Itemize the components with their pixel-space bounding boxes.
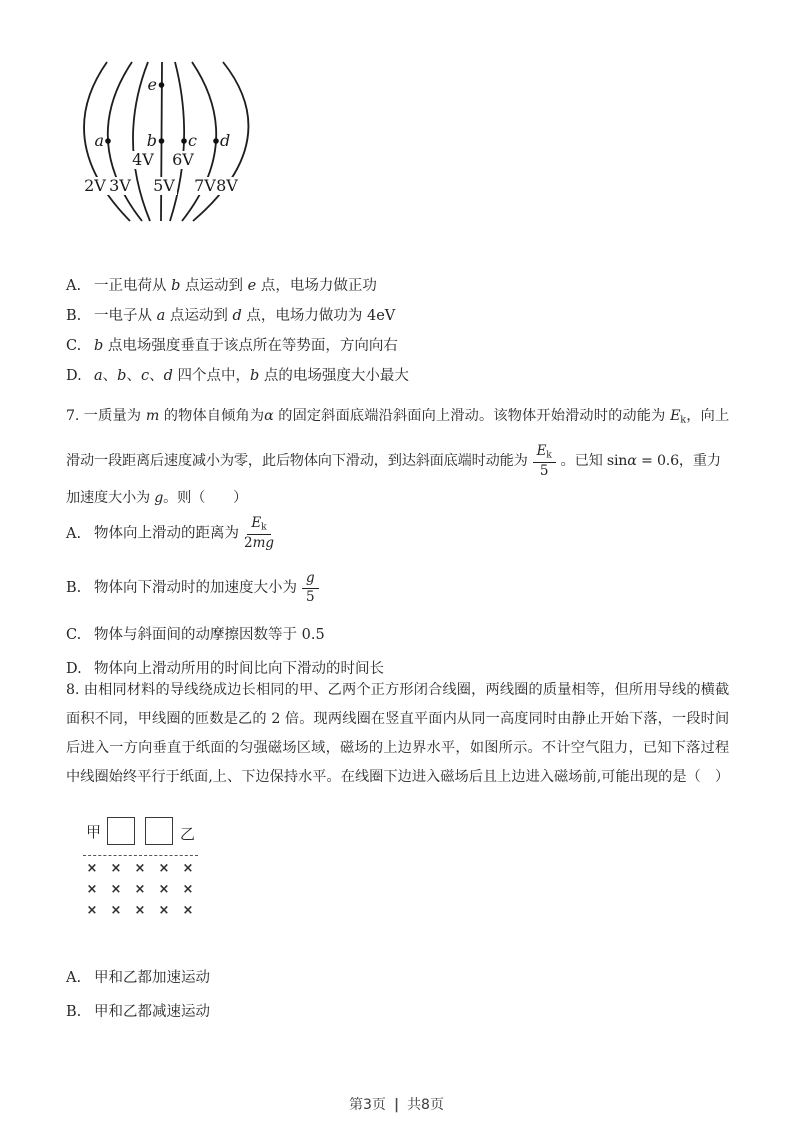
option-label: C.: [66, 627, 82, 643]
option-text: 甲和乙都减速运动: [94, 1004, 210, 1020]
point-label-c: c: [188, 131, 197, 150]
q8-stem-line-2: 面积不同，甲线圈的匝数是乙的 2 倍。现两线圈在竖直平面内从同一高度同时由静止开始下落，一段时间: [66, 711, 729, 727]
q6-option-a: [66, 271, 729, 301]
option-text: 一正电荷从 b 点运动到 e 点，电场力做正功: [94, 278, 377, 294]
q8-stem-line-1: 8. 由相同材料的导线绕成边长相同的甲、乙两个正方形闭合线圈，两线圈的质量相等，但所用导线的横截: [66, 682, 729, 698]
volt-label-2v: 2V: [84, 176, 106, 195]
option-label: A.: [66, 278, 82, 294]
coil-yi-label: 乙: [180, 825, 196, 843]
option-label: C.: [66, 338, 82, 354]
option-label: B.: [66, 580, 82, 596]
fraction: $\frac{E_k}{2mg}$: [244, 515, 275, 552]
point-label-e: e: [147, 75, 157, 94]
q8-option-b: [66, 999, 729, 1025]
q7-options: [66, 514, 729, 684]
volt-label-4v: 4V: [132, 150, 154, 169]
option-text: 物体与斜面间的动摩擦因数等于 0.5: [94, 627, 325, 643]
field-cross-icon: ×: [86, 861, 98, 876]
total-pages: 共8页: [407, 1097, 444, 1113]
option-text: 物体向上滑动所用的时间比向下滑动的时间长: [94, 661, 384, 677]
coil-jia-label: 甲: [86, 823, 102, 841]
q8-options: [66, 965, 729, 1025]
option-text: 一电子从 a 点运动到 d 点，电场力做功为 4eV: [94, 308, 396, 324]
option-text: b 点电场强度垂直于该点所在等势面，方向向右: [94, 338, 398, 354]
q7-option-b: [66, 568, 729, 608]
field-cross-icon: ×: [134, 903, 146, 918]
field-cross-icon: ×: [110, 903, 122, 918]
fraction: $\frac{g}{5}$: [302, 571, 319, 605]
option-label: D.: [66, 368, 82, 384]
field-cross-icon: ×: [134, 861, 146, 876]
volt-label-6v: 6V: [172, 150, 194, 169]
q6-option-b: [66, 301, 729, 331]
coil-yi-square: [145, 817, 173, 845]
fraction: $\frac{E_k}{5}$: [533, 444, 556, 479]
q8-stem-line-3: 后进入一方向垂直于纸面的匀强磁场区域，磁场的上边界水平，如图所示。不计空气阻力，已知下落过程: [66, 740, 729, 756]
q7-stem: [66, 402, 729, 512]
q6-option-c: [66, 331, 729, 361]
point-dot-a: [105, 138, 111, 144]
q7-stem-line-1: 7. 一质量为 m 的物体自倾角为α 的固定斜面底端沿斜面向上滑动。该物体开始滑动时的动能为 $E_k$，向上: [66, 408, 729, 426]
q7-option-c: [66, 620, 729, 650]
equipotential-lines-figure: [60, 56, 255, 230]
field-cross-icon: ×: [158, 882, 170, 897]
option-label: A.: [66, 526, 82, 542]
option-label: B.: [66, 1004, 82, 1020]
field-cross-icon: ×: [110, 861, 122, 876]
point-dot-d: [213, 138, 219, 144]
option-label: A.: [66, 970, 82, 986]
volt-label-5v: 5V: [153, 176, 175, 195]
q8-stem-line-4: 中线圈始终平行于纸面,上、下边保持水平。在线圈下边进入磁场后且上边进入磁场前,可能出现的是（ ）: [66, 769, 729, 785]
point-label-d: d: [220, 131, 231, 150]
field-cross-icon: ×: [86, 903, 98, 918]
q8-option-a: [66, 965, 729, 991]
q7-option-a: [66, 514, 729, 554]
volt-label-8v: 8V: [216, 176, 238, 195]
option-text: 物体向上滑动的距离为 $\frac{E_k}{2mg}$: [94, 515, 275, 552]
field-cross-icon: ×: [158, 903, 170, 918]
point-dot-b: [159, 138, 165, 144]
option-label: B.: [66, 308, 82, 324]
field-cross-icon: ×: [134, 882, 146, 897]
volt-label-3v: 3V: [109, 176, 131, 195]
point-dot-e: [159, 82, 165, 88]
q7-stem-line-2: 滑动一段距离后速度减小为零，此后物体向下滑动，到达斜面底端时动能为 $\frac{E_k}{5}$ 。已知 sinα = 0.6，重力: [66, 442, 721, 479]
volt-label-7v: 7V: [194, 176, 216, 195]
field-cross-icon: ×: [182, 861, 194, 876]
option-label: D.: [66, 661, 82, 677]
q6-option-d: [66, 361, 729, 391]
field-cross-icon: ×: [182, 882, 194, 897]
coil-jia-square: [107, 817, 135, 845]
option-text: 物体向下滑动时的加速度大小为 $\frac{g}{5}$: [94, 571, 324, 605]
footer-separator: |: [393, 1097, 400, 1113]
field-cross-icon: ×: [182, 903, 194, 918]
point-label-b: b: [146, 131, 157, 150]
point-dot-c: [181, 138, 187, 144]
q8-stem: [66, 676, 729, 792]
magnetic-field-crosses: [80, 858, 200, 921]
option-text: a、b、c、d 四个点中，b 点的电场强度大小最大: [94, 368, 409, 384]
equipotential-line-3v: [108, 62, 142, 221]
q7-stem-line-3: 加速度大小为 g。则（ ）: [66, 490, 248, 507]
option-text: 甲和乙都加速运动: [94, 970, 210, 986]
point-label-a: a: [94, 131, 104, 150]
q6-options: [66, 271, 729, 391]
q8-coils-figure: [80, 812, 215, 922]
field-cross-icon: ×: [110, 882, 122, 897]
field-cross-icon: ×: [86, 882, 98, 897]
field-boundary-line: [83, 855, 198, 856]
page-footer: [0, 1094, 793, 1114]
page-number: 第3页: [349, 1097, 386, 1113]
field-cross-icon: ×: [158, 861, 170, 876]
